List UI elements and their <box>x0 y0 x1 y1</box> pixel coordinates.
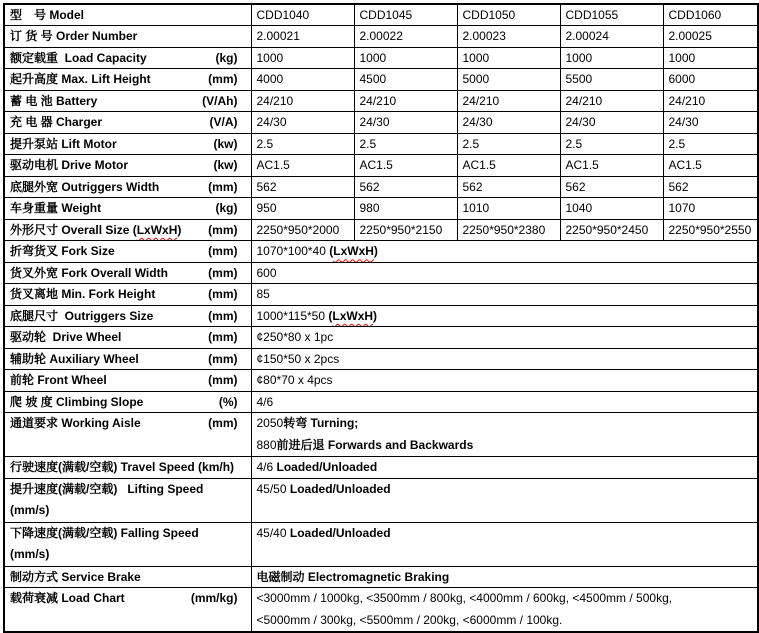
label-line <box>10 349 248 369</box>
row-label-cell <box>4 478 251 522</box>
value-cell: 2.5 <box>354 133 457 155</box>
row-unit: (kw) <box>213 136 238 151</box>
value-cell: 1000 <box>663 47 758 69</box>
misspelled-word: LxWxH <box>333 244 374 259</box>
table-row <box>4 69 758 91</box>
text-segment: 880 <box>256 437 277 452</box>
text-segment: 折弯货叉 Fork Size <box>10 244 115 259</box>
value-cell: 562 <box>663 176 758 198</box>
value-line <box>257 610 755 632</box>
value-line <box>257 392 755 412</box>
table-row <box>4 413 758 457</box>
spec-table <box>3 3 759 633</box>
text-segment: ¢250*80 x 1pc <box>256 330 334 345</box>
table-header-row <box>4 4 758 26</box>
row-unit: (V/A) <box>209 115 238 130</box>
label-line <box>10 220 248 240</box>
row-label <box>10 392 143 412</box>
row-label <box>10 523 199 545</box>
text-segment: Loaded/Unloaded <box>289 525 391 540</box>
row-label-cell <box>4 370 251 392</box>
value-cell: 1000 <box>457 47 560 69</box>
row-label-cell <box>4 457 251 479</box>
row-label <box>10 479 203 501</box>
label-line <box>10 567 248 587</box>
row-label <box>10 112 102 132</box>
value-cell: 1000 <box>251 47 354 69</box>
row-unit: (mm) <box>208 373 238 388</box>
row-label <box>10 134 117 154</box>
text-segment: ¢150*50 x 2pcs <box>256 351 340 366</box>
row-label-line2: (mm/s) <box>10 547 50 561</box>
value-cell: 24/210 <box>354 90 457 112</box>
value-cell: 2250*950*2150 <box>354 219 457 241</box>
model-name-cell: CDD1050 <box>457 4 560 26</box>
row-label <box>10 588 125 610</box>
value-cell: AC1.5 <box>457 155 560 177</box>
table-row <box>4 478 758 522</box>
label-line <box>10 392 248 412</box>
label-line <box>10 263 248 283</box>
label-line <box>10 479 248 501</box>
row-label <box>10 306 153 326</box>
row-label-cell <box>4 413 251 457</box>
row-label-cell <box>4 112 251 134</box>
label-line <box>10 306 248 326</box>
value-cell: 2250*950*2380 <box>457 219 560 241</box>
text-segment: ) <box>177 222 182 237</box>
text-segment: Loaded/Unloaded <box>276 460 378 475</box>
label-line <box>10 457 248 477</box>
row-label <box>10 457 234 477</box>
value-cell: 2250*950*2550 <box>663 219 758 241</box>
table-row <box>4 457 758 479</box>
row-label-cell <box>4 69 251 91</box>
row-label-cell <box>4 391 251 413</box>
value-cell: 4500 <box>354 69 457 91</box>
row-unit: (mm) <box>208 351 238 366</box>
value-cell: 980 <box>354 198 457 220</box>
merged-value-cell <box>251 327 758 349</box>
model-row-label-cell <box>4 4 251 26</box>
text-segment: 额定载重 Load Capacity <box>10 50 147 65</box>
text-segment: 充 电 器 Charger <box>10 115 103 130</box>
row-unit: (mm) <box>208 308 238 323</box>
merged-value-cell <box>251 305 758 327</box>
label-line <box>10 523 248 545</box>
table-row <box>4 522 758 566</box>
row-label <box>10 284 155 304</box>
value-line <box>257 413 755 435</box>
row-label <box>10 155 128 175</box>
value-cell: AC1.5 <box>354 155 457 177</box>
table-row <box>4 155 758 177</box>
text-segment: <3000mm / 1000kg, <3500mm / 800kg, <4000mm / 600kg, <4500mm / 500kg, <box>256 591 673 605</box>
row-label <box>10 198 101 218</box>
label-line <box>10 69 248 89</box>
model-name-cell: CDD1060 <box>663 4 758 26</box>
row-label <box>10 220 181 240</box>
value-line <box>257 284 755 304</box>
value-cell: 24/210 <box>663 90 758 112</box>
table-row <box>4 26 758 48</box>
spec-table-body <box>4 4 758 632</box>
value-cell: 24/30 <box>251 112 354 134</box>
row-label-cell <box>4 155 251 177</box>
text-segment: 底腿外宽 Outriggers Width <box>10 179 160 194</box>
merged-value-cell <box>251 457 758 479</box>
table-row <box>4 176 758 198</box>
value-cell: 24/30 <box>457 112 560 134</box>
row-label <box>10 370 107 390</box>
value-cell: 4000 <box>251 69 354 91</box>
label-line <box>10 241 248 261</box>
value-cell: 6000 <box>663 69 758 91</box>
label-line <box>10 177 248 197</box>
value-line <box>257 479 755 501</box>
row-unit: (kg) <box>215 50 238 65</box>
label-line <box>10 198 248 218</box>
row-label-cell <box>4 305 251 327</box>
table-row <box>4 112 758 134</box>
row-label-cell <box>4 284 251 306</box>
value-cell: 562 <box>251 176 354 198</box>
value-line <box>257 588 755 610</box>
row-label-cell <box>4 566 251 588</box>
text-segment: ( <box>329 244 334 259</box>
merged-value-cell <box>251 566 758 588</box>
value-cell: 2.00021 <box>251 26 354 48</box>
value-cell: 562 <box>457 176 560 198</box>
text-segment: 4/6 <box>256 460 277 475</box>
text-segment: 蓄 电 池 Battery <box>10 93 98 108</box>
value-cell: 1070 <box>663 198 758 220</box>
row-unit: (mm) <box>208 72 238 87</box>
label-line <box>10 112 248 132</box>
row-label-cell <box>4 348 251 370</box>
text-segment: 2050 <box>256 416 284 430</box>
row-label <box>10 263 168 283</box>
text-segment: 转弯 Turning; <box>283 416 359 430</box>
label-line <box>10 413 248 435</box>
merged-value-cell <box>251 588 758 633</box>
row-label <box>10 567 141 587</box>
table-row <box>4 588 758 633</box>
text-segment: 85 <box>256 287 270 302</box>
row-label: 型 号 Model <box>10 8 84 22</box>
label-line <box>10 134 248 154</box>
model-name-cell: CDD1040 <box>251 4 354 26</box>
row-label <box>10 241 115 261</box>
value-line <box>257 523 755 545</box>
merged-value-cell <box>251 391 758 413</box>
row-label <box>10 349 139 369</box>
row-unit: (mm) <box>208 416 238 430</box>
value-cell: 24/210 <box>251 90 354 112</box>
row-label <box>10 69 151 89</box>
table-row <box>4 219 758 241</box>
value-line <box>257 457 755 477</box>
text-segment: 45/50 <box>256 481 290 496</box>
row-label <box>10 48 147 68</box>
value-cell: 24/30 <box>560 112 663 134</box>
text-segment: 起升高度 Max. Lift Height <box>10 72 151 87</box>
row-label-line2: (mm/s) <box>10 503 50 517</box>
value-cell: 2.5 <box>560 133 663 155</box>
row-unit: (kw) <box>213 158 238 173</box>
value-cell: 2.00022 <box>354 26 457 48</box>
table-row <box>4 566 758 588</box>
text-segment: 外形尺寸 Overall Size ( <box>10 222 137 237</box>
text-segment: 45/40 <box>256 525 290 540</box>
value-cell: 562 <box>560 176 663 198</box>
row-label-cell <box>4 198 251 220</box>
table-row <box>4 262 758 284</box>
table-row <box>4 284 758 306</box>
value-cell: 1010 <box>457 198 560 220</box>
value-cell: 2.5 <box>251 133 354 155</box>
model-name-cell: CDD1055 <box>560 4 663 26</box>
merged-value-cell <box>251 348 758 370</box>
table-row <box>4 198 758 220</box>
row-unit: (mm/kg) <box>190 591 238 605</box>
text-segment: 车身重量 Weight <box>10 201 102 216</box>
text-segment: 提升速度(满载/空载) Lifting Speed <box>10 481 204 496</box>
row-unit: (mm) <box>208 222 238 237</box>
value-cell: 5500 <box>560 69 663 91</box>
row-unit: (mm) <box>208 330 238 345</box>
label-line <box>10 284 248 304</box>
value-line <box>257 263 755 283</box>
row-unit: (mm) <box>208 265 238 280</box>
text-segment: ¢80*70 x 4pcs <box>256 373 333 388</box>
row-label-cell <box>4 133 251 155</box>
row-unit: (%) <box>218 394 238 409</box>
table-row <box>4 327 758 349</box>
text-segment: 600 <box>256 265 277 280</box>
label-line <box>10 588 248 610</box>
misspelled-word: LxWxH <box>332 308 374 323</box>
text-segment: 爬 坡 度 Climbing Slope <box>10 394 144 409</box>
table-row <box>4 133 758 155</box>
value-cell: 2.5 <box>457 133 560 155</box>
value-line <box>257 327 755 347</box>
text-segment: 1000*115*50 <box>256 308 329 323</box>
row-label-cell <box>4 26 251 48</box>
text-segment: 电磁制动 Electromagnetic Braking <box>256 569 450 584</box>
row-label-cell <box>4 241 251 263</box>
label-line <box>10 370 248 390</box>
text-segment: 4/6 <box>256 394 274 409</box>
row-label-cell <box>4 219 251 241</box>
text-segment: 驱动轮 Drive Wheel <box>10 330 122 345</box>
value-cell: 2.00025 <box>663 26 758 48</box>
merged-value-cell <box>251 262 758 284</box>
text-segment: 驱动电机 Drive Motor <box>10 158 129 173</box>
label-line <box>10 48 248 68</box>
value-cell: 2250*950*2450 <box>560 219 663 241</box>
label-line <box>10 91 248 111</box>
value-line <box>257 370 755 390</box>
label-line <box>10 327 248 347</box>
merged-value-cell <box>251 241 758 263</box>
value-cell: 1000 <box>560 47 663 69</box>
value-line <box>257 567 755 587</box>
table-row <box>4 348 758 370</box>
text-segment: 制动方式 Service Brake <box>10 569 141 584</box>
value-line <box>257 349 755 369</box>
merged-value-cell <box>251 284 758 306</box>
model-name-cell: CDD1045 <box>354 4 457 26</box>
label-line <box>10 5 248 25</box>
label-line <box>10 155 248 175</box>
text-segment: 货叉外宽 Fork Overall Width <box>10 265 168 280</box>
value-line <box>257 435 755 457</box>
text-segment: 底腿尺寸 Outriggers Size <box>10 308 154 323</box>
table-row <box>4 391 758 413</box>
table-row <box>4 370 758 392</box>
merged-value-cell <box>251 413 758 457</box>
row-unit: (V/Ah) <box>202 93 238 108</box>
row-label <box>10 413 141 435</box>
row-label-cell <box>4 262 251 284</box>
value-cell: 24/210 <box>560 90 663 112</box>
row-label-cell <box>4 47 251 69</box>
row-label-cell <box>4 176 251 198</box>
row-unit: (mm) <box>208 244 238 259</box>
text-segment: ( <box>328 308 333 323</box>
row-label-cell <box>4 90 251 112</box>
text-segment: 辅助轮 Auxiliary Wheel <box>10 351 139 366</box>
value-cell: 950 <box>251 198 354 220</box>
value-cell: 24/210 <box>457 90 560 112</box>
text-segment: 提升泵站 Lift Motor <box>10 136 117 151</box>
value-cell: 2250*950*2000 <box>251 219 354 241</box>
value-cell: 2.00023 <box>457 26 560 48</box>
text-segment: 前轮 Front Wheel <box>10 373 107 388</box>
value-cell: 1040 <box>560 198 663 220</box>
text-segment: 货叉离地 Min. Fork Height <box>10 287 156 302</box>
row-unit: (kg) <box>215 201 238 216</box>
value-line <box>257 241 755 261</box>
row-label <box>10 26 137 46</box>
table-row <box>4 305 758 327</box>
value-cell: 24/30 <box>354 112 457 134</box>
text-segment: Loaded/Unloaded <box>289 481 391 496</box>
text-segment: ) <box>373 308 378 323</box>
text-segment: 1070*100*40 <box>256 244 330 259</box>
text-segment: 通道要求 Working Aisle <box>10 416 141 430</box>
label-line <box>10 26 248 46</box>
value-cell: AC1.5 <box>663 155 758 177</box>
text-segment: 下降速度(满载/空载) Falling Speed <box>10 525 199 540</box>
row-label <box>10 327 121 347</box>
text-segment: 载荷衰减 Load Chart <box>10 591 125 605</box>
value-cell: 24/30 <box>663 112 758 134</box>
row-label <box>10 177 159 197</box>
value-cell: 562 <box>354 176 457 198</box>
table-row <box>4 90 758 112</box>
merged-value-cell <box>251 478 758 522</box>
row-unit: (mm) <box>208 287 238 302</box>
value-line <box>257 306 755 326</box>
merged-value-cell <box>251 522 758 566</box>
value-cell: 5000 <box>457 69 560 91</box>
value-cell: 2.00024 <box>560 26 663 48</box>
row-label <box>10 91 97 111</box>
row-label-cell <box>4 588 251 633</box>
merged-value-cell <box>251 370 758 392</box>
text-segment: ) <box>373 244 378 259</box>
misspelled-word: LxWxH <box>136 222 178 237</box>
value-cell: 2.5 <box>663 133 758 155</box>
text-segment: 订 货 号 Order Number <box>10 29 138 44</box>
row-label-cell <box>4 327 251 349</box>
value-cell: AC1.5 <box>560 155 663 177</box>
text-segment: 前进后退 Forwards and Backwards <box>276 437 474 452</box>
table-row <box>4 47 758 69</box>
text-segment: <5000mm / 300kg, <5500mm / 200kg, <6000mm / 100kg. <box>256 612 563 627</box>
table-row <box>4 241 758 263</box>
text-segment: 行驶速度(满载/空载) Travel Speed (km/h) <box>10 460 235 475</box>
row-unit: (mm) <box>208 179 238 194</box>
value-cell: AC1.5 <box>251 155 354 177</box>
row-label-cell <box>4 522 251 566</box>
value-cell: 1000 <box>354 47 457 69</box>
